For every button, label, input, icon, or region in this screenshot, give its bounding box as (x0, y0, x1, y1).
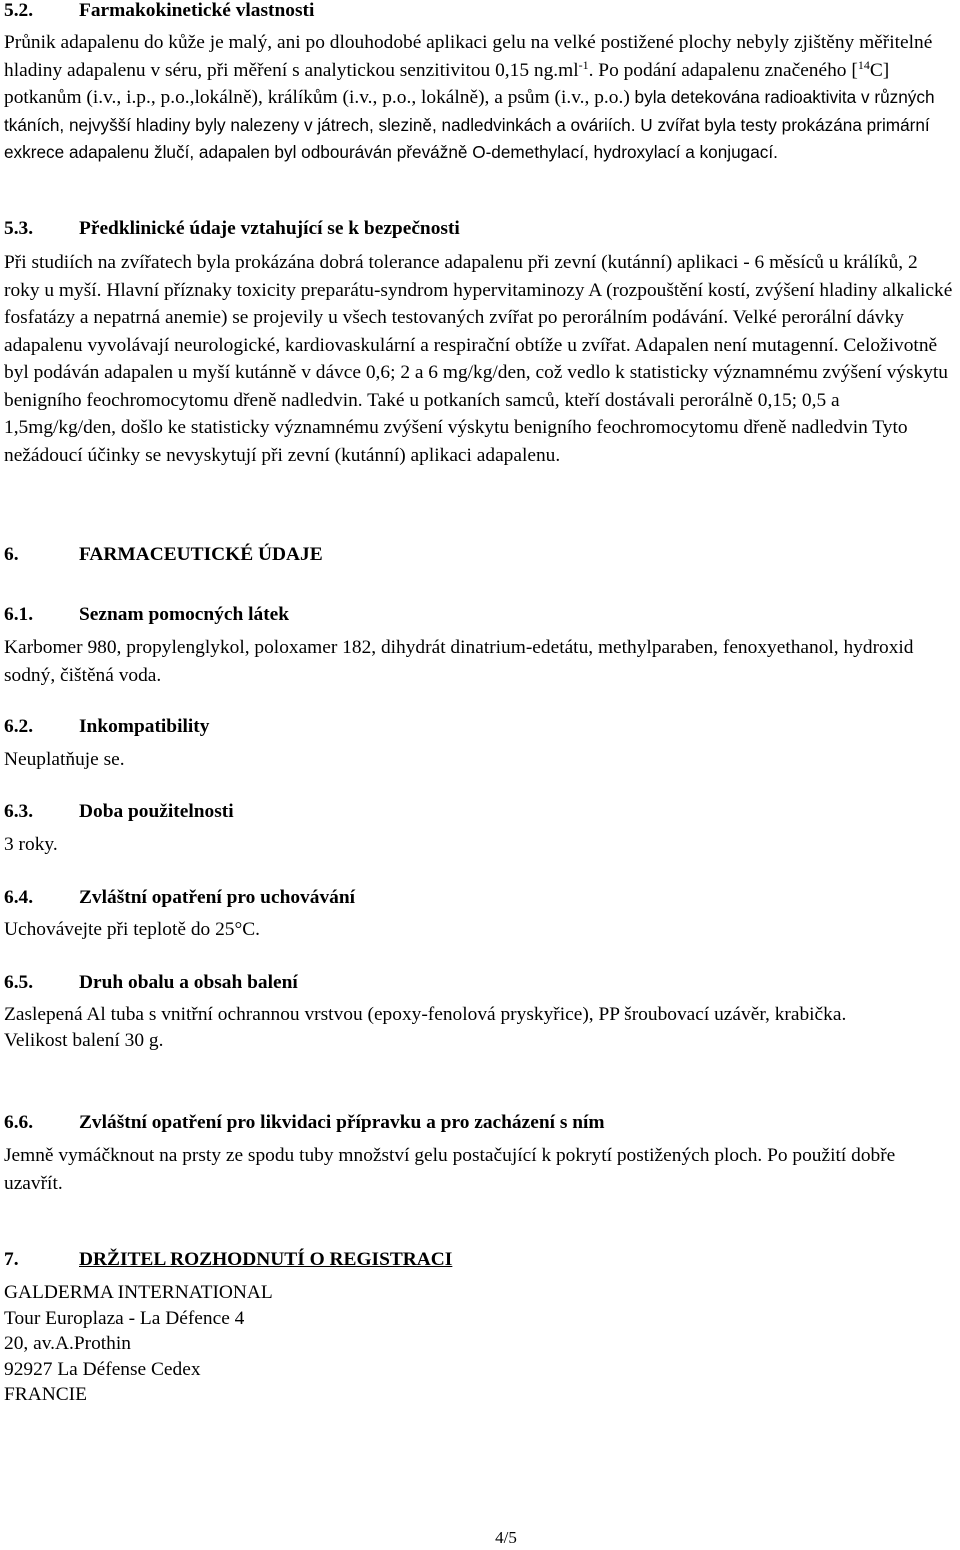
section-title: Druh obalu a obsah balení (79, 972, 298, 993)
superscript: -1 (578, 57, 589, 72)
paragraph (4, 29, 954, 167)
section-number: 6.4. (4, 887, 34, 908)
section-6-6-heading (4, 1109, 605, 1137)
address-line: Tour Europlaza - La Défence 4 (4, 1307, 245, 1329)
section-title: Předklinické údaje vztahující se k bezpečnosti (79, 218, 460, 239)
section-6-4-body (4, 916, 954, 944)
paragraph: 3 roky. (4, 834, 58, 855)
text-run: C] potkanům (i.v., i.p., p.o.,lokálně), králíkům (i.v., p.o., lokálně), a psům (i.v., p.o.) (4, 59, 890, 108)
section-6-heading (4, 541, 323, 569)
section-number: 7. (4, 1249, 19, 1270)
section-title: Inkompatibility (79, 716, 210, 737)
section-number: 5.3. (4, 218, 34, 239)
section-number: 5.2. (4, 0, 34, 21)
paragraph: Velikost balení 30 g. (4, 1029, 164, 1051)
address-line: GALDERMA INTERNATIONAL (4, 1282, 273, 1303)
section-number: 6. (4, 544, 19, 565)
section-5-3-body (4, 249, 954, 469)
section-number: 6.3. (4, 801, 34, 822)
section-7-body (4, 1280, 954, 1408)
section-6-1-heading (4, 601, 289, 629)
text-run: Průnik adapalenu do kůže je malý, ani po dlouhodobé aplikaci gelu na velké postižené plochy nebyly zjištěny měřitelné hladiny adapalenu v séru, při měření s analytickou senzitivitou 0,15 ng.ml (4, 32, 933, 81)
section-title: Doba použitelnosti (79, 801, 234, 822)
section-number: 6.2. (4, 716, 34, 737)
paragraph: Při studiích na zvířatech byla prokázána dobrá tolerance adapalenu při zevní (kutánní) aplikaci - 6 měsíců u králíků, 2 roky u myší. Hlavní příznaky toxicity preparátu-syndrom hypervitaminozy A (rozpouštění kostí, zvýšení hladiny alkalické fosfatázy a nepatrná anemie) se projevily u všech testovaných zvířat po perorálním podávání. Velké perorální dávky adapalenu vyvolávají neurologické, kardiovaskulární a respirační obtíže u zvířat. Adapalen není mutagenní. Celoživotně byl podáván adapalen u myší kutánně v dávce 0,6; 2 a 6 mg/kg/den, což vedlo k statisticky významnému zvýšení výskytu benigního feochromocytomu dřeně nadledvin. Také u potkaních samců, kteří dostávali perorálně 0,15; 0,5 a 1,5mg/kg/den, došlo ke statisticky významnému zvýšení výskytu benigního feochromocytomu dřeně nadledvin Tyto nežádoucí účinky se nevyskytují při zevní (kutánní) aplikaci adapalenu. (4, 252, 953, 466)
paragraph: Uchovávejte při teplotě do 25°C. (4, 919, 260, 940)
paragraph: Neuplatňuje se. (4, 749, 125, 770)
text-run: . Po podání adapalenu značeného [ (588, 59, 858, 81)
section-title: Seznam pomocných látek (79, 604, 290, 625)
page-footer (0, 1528, 960, 1548)
section-6-1-body (4, 634, 954, 689)
section-6-6-body (4, 1142, 954, 1197)
address-line: 92927 La Défense Cedex (4, 1358, 201, 1380)
text-run: byla detekována radioaktivita v různých tkáních, nejvyšší hladiny byly nalezeny v játrech, slezině, nadledvinkách a ováriích. U zvířat byla testy prokázána primární exkrece adapalenu žlučí, adapalen byl odbouráván převážně O-demethylací, hydroxylací a konjugací. (4, 87, 935, 162)
paragraph: Karbomer 980, propylenglykol, poloxamer 182, dihydrát dinatrium-edetátu, methylparaben, fenoxyethanol, hydroxid sodný, čištěná voda. (4, 637, 914, 686)
section-5-2-body (4, 29, 954, 167)
section-5-3-heading (4, 215, 460, 243)
paragraph: Jemně vymáčknout na prsty ze spodu tuby množství gelu postačující k pokrytí postižených ploch. Po použití dobře uzavřít. (4, 1145, 896, 1194)
section-title: FARMACEUTICKÉ ÚDAJE (79, 544, 323, 565)
section-5-2-heading (4, 0, 314, 25)
section-6-4-heading (4, 884, 355, 912)
section-6-5-body (4, 1002, 954, 1053)
section-title: DRŽITEL ROZHODNUTÍ O REGISTRACI (79, 1249, 453, 1270)
address-line: 20, av.A.Prothin (4, 1333, 131, 1354)
section-number: 6.1. (4, 604, 34, 625)
section-6-3-body (4, 831, 954, 859)
section-number: 6.5. (4, 972, 34, 993)
page-number: 4/5 (495, 1528, 517, 1547)
section-6-3-heading (4, 798, 234, 826)
section-6-2-body (4, 746, 954, 774)
address-line: FRANCIE (4, 1384, 87, 1405)
section-number: 6.6. (4, 1112, 34, 1133)
section-title: Zvláštní opatření pro uchovávání (79, 887, 356, 908)
section-6-5-heading (4, 969, 298, 997)
section-title: Zvláštní opatření pro likvidaci přípravku a pro zacházení s ním (79, 1112, 605, 1133)
section-6-2-heading (4, 713, 209, 741)
paragraph: Zaslepená Al tuba s vnitřní ochrannou vrstvou (epoxy-fenolová pryskyřice), PP šroubovací uzávěr, krabička. (4, 1004, 847, 1025)
section-title: Farmakokinetické vlastnosti (79, 0, 315, 21)
section-7-heading (4, 1246, 452, 1274)
superscript: 14 (857, 57, 870, 72)
